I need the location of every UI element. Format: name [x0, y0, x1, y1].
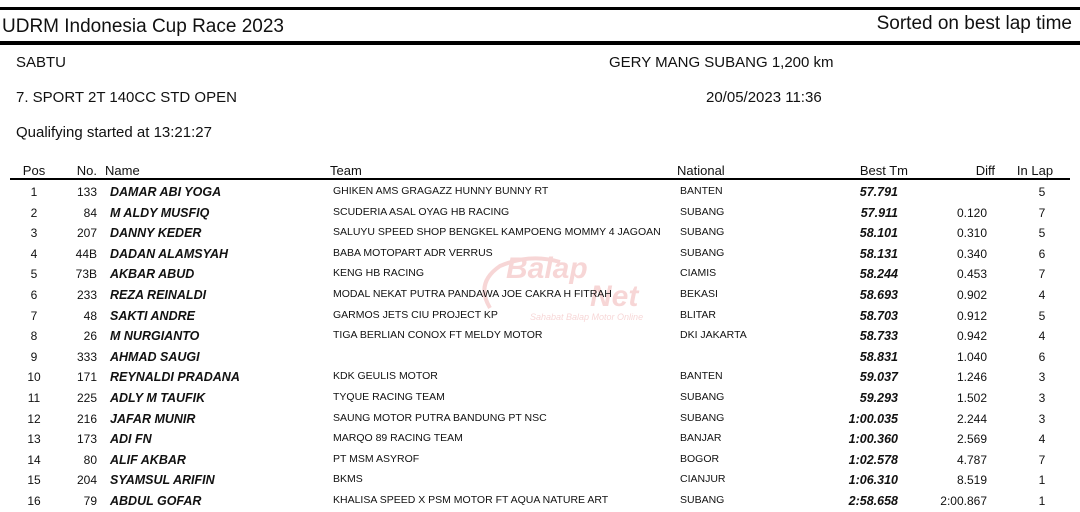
- cell-inlap: 1: [1038, 494, 1046, 508]
- cell-best: 57.911: [860, 205, 898, 220]
- cell-diff: 0.912: [956, 308, 987, 323]
- col-no: No.: [76, 163, 97, 178]
- cell-name: SAKTI ANDRE: [110, 308, 195, 323]
- race-class: 7. SPORT 2T 140CC STD OPEN: [16, 89, 237, 106]
- cell-team: SALUYU SPEED SHOP BENGKEL KAMPOENG MOMMY 4 JAGOAN: [333, 226, 661, 239]
- cell-national: BOGOR: [680, 452, 720, 465]
- cell-best: 58.693: [859, 288, 898, 302]
- cell-inlap: 5: [1038, 185, 1046, 199]
- cell-diff: 0.902: [956, 288, 987, 302]
- cell-team: GARMOS JETS CIU PROJECT KP: [333, 308, 498, 321]
- cell-national: BLITAR: [680, 308, 716, 321]
- cell-team: MARQO 89 RACING TEAM: [333, 432, 463, 445]
- cell-pos: 9: [30, 349, 38, 364]
- cell-pos: 11: [27, 391, 41, 405]
- cell-name: AHMAD SAUGI: [110, 349, 200, 364]
- cell-no: 171: [76, 370, 97, 385]
- cell-name: AKBAR ABUD: [110, 267, 195, 282]
- cell-national: SUBANG: [680, 411, 725, 424]
- cell-national: CIANJUR: [680, 473, 726, 486]
- cell-name: ABDUL GOFAR: [110, 494, 202, 508]
- cell-inlap: 4: [1038, 329, 1046, 344]
- cell-diff: 0.453: [956, 267, 987, 282]
- cell-pos: 6: [30, 288, 38, 302]
- cell-name: ALIF AKBAR: [110, 452, 186, 467]
- col-pos: Pos: [22, 163, 46, 178]
- cell-team: BABA MOTOPART ADR VERRUS: [333, 246, 493, 259]
- cell-name: M ALDY MUSFIQ: [110, 205, 210, 220]
- cell-name: DADAN ALAMSYAH: [110, 246, 229, 261]
- cell-national: SUBANG: [680, 494, 725, 506]
- col-best: Best Tm: [859, 163, 908, 178]
- cell-pos: 7: [30, 308, 38, 323]
- cell-inlap: 4: [1038, 288, 1046, 302]
- cell-best: 1:02.578: [848, 452, 898, 467]
- cell-best: 58.101: [859, 226, 898, 241]
- cell-team: TIGA BERLIAN CONOX FT MELDY MOTOR: [333, 329, 543, 342]
- cell-pos: 2: [30, 205, 38, 220]
- cell-name: REYNALDI PRADANA: [110, 370, 240, 385]
- cell-team: KENG HB RACING: [333, 267, 425, 280]
- cell-inlap: 6: [1038, 246, 1046, 261]
- cell-name: REZA REINALDI: [110, 288, 207, 302]
- cell-team: GHIKEN AMS GRAGAZZ HUNNY BUNNY RT: [333, 185, 549, 197]
- cell-no: 84: [83, 205, 97, 220]
- cell-national: CIAMIS: [680, 267, 717, 280]
- cell-inlap: 6: [1038, 349, 1046, 364]
- cell-name: M NURGIANTO: [110, 329, 200, 344]
- cell-best: 1:00.035: [848, 411, 898, 426]
- event-title: UDRM Indonesia Cup Race 2023: [2, 16, 284, 37]
- cell-diff: 1.502: [956, 391, 987, 405]
- session-day: SABTU: [16, 54, 67, 71]
- cell-diff: 1.040: [956, 349, 987, 364]
- cell-best: 58.131: [859, 246, 898, 261]
- cell-pos: 16: [27, 494, 41, 508]
- cell-diff: 8.519: [956, 473, 987, 488]
- track-info: GERY MANG SUBANG 1,200 km: [609, 54, 834, 71]
- cell-no: 233: [76, 288, 97, 302]
- cell-team: SAUNG MOTOR PUTRA BANDUNG PT NSC: [333, 411, 547, 424]
- cell-best: 58.244: [859, 267, 898, 282]
- cell-best: 58.703: [859, 308, 898, 323]
- cell-diff: 2.244: [956, 411, 987, 426]
- cell-pos: 8: [30, 329, 38, 344]
- watermark-brand-right: Net: [590, 280, 639, 313]
- cell-no: 48: [83, 308, 97, 323]
- cell-inlap: 7: [1038, 452, 1046, 467]
- cell-pos: 10: [27, 370, 41, 385]
- cell-national: SUBANG: [680, 226, 725, 239]
- cell-name: ADI FN: [110, 432, 152, 447]
- cell-no: 133: [76, 185, 97, 199]
- cell-name: SYAMSUL ARIFIN: [110, 473, 215, 488]
- col-name: Name: [105, 163, 140, 178]
- cell-name: DANNY KEDER: [110, 226, 202, 241]
- cell-inlap: 3: [1038, 391, 1046, 405]
- cell-no: 216: [76, 411, 97, 426]
- col-team: Team: [330, 163, 362, 178]
- cell-pos: 12: [27, 411, 41, 426]
- sort-note: Sorted on best lap time: [876, 13, 1072, 34]
- cell-inlap: 3: [1038, 370, 1046, 385]
- cell-pos: 3: [30, 226, 38, 241]
- cell-no: 204: [76, 473, 97, 488]
- header-rule: [0, 41, 1080, 45]
- cell-name: ADLY M TAUFIK: [110, 391, 206, 405]
- cell-best: 1:00.360: [848, 432, 898, 447]
- cell-pos: 5: [30, 267, 38, 282]
- cell-diff: 1.246: [956, 370, 987, 385]
- cell-pos: 1: [30, 185, 38, 199]
- cell-best: 59.293: [859, 391, 898, 405]
- cell-diff: 2:00.867: [940, 494, 987, 508]
- cell-national: SUBANG: [680, 205, 725, 218]
- cell-national: BEKASI: [680, 288, 718, 300]
- cell-diff: 0.942: [956, 329, 987, 344]
- column-rule: [10, 178, 1070, 180]
- session-start: Qualifying started at 13:21:27: [16, 124, 212, 141]
- cell-diff: 0.340: [956, 246, 987, 261]
- col-inlap: In Lap: [1016, 163, 1054, 178]
- cell-name: DAMAR ABI YOGA: [110, 185, 222, 199]
- cell-pos: 13: [27, 432, 41, 447]
- cell-no: 26: [83, 329, 97, 344]
- cell-pos: 15: [27, 473, 41, 488]
- cell-team: PT MSM ASYROF: [333, 452, 420, 465]
- cell-no: 173: [76, 432, 97, 447]
- cell-team: SCUDERIA ASAL OYAG HB RACING: [333, 205, 510, 218]
- cell-best: 58.733: [859, 329, 898, 344]
- cell-no: 44B: [75, 246, 97, 261]
- cell-inlap: 5: [1038, 308, 1046, 323]
- cell-best: 59.037: [859, 370, 898, 385]
- cell-national: SUBANG: [680, 246, 725, 259]
- cell-national: BANTEN: [680, 370, 723, 383]
- cell-diff: 4.787: [956, 452, 987, 467]
- cell-national: SUBANG: [680, 391, 725, 403]
- cell-inlap: 4: [1038, 432, 1046, 447]
- cell-national: BANJAR: [680, 432, 722, 445]
- cell-inlap: 7: [1038, 267, 1046, 282]
- cell-best: 1:06.310: [848, 473, 898, 488]
- cell-no: 207: [76, 226, 97, 241]
- cell-name: JAFAR MUNIR: [110, 411, 196, 426]
- cell-diff: 2.569: [956, 432, 987, 447]
- cell-pos: 14: [27, 452, 41, 467]
- watermark-brand-left: Balap: [506, 252, 588, 285]
- cell-no: 73B: [75, 267, 97, 282]
- cell-no: 225: [76, 391, 97, 405]
- cell-team: MODAL NEKAT PUTRA PANDAWA JOE CAKRA H FITRAH: [333, 288, 612, 300]
- cell-national: BANTEN: [680, 185, 723, 197]
- cell-inlap: 1: [1038, 473, 1046, 488]
- cell-best: 58.831: [859, 349, 898, 364]
- cell-team: BKMS: [333, 473, 363, 486]
- cell-best: 2:58.658: [848, 494, 898, 508]
- col-diff: Diff: [975, 163, 995, 178]
- cell-inlap: 5: [1038, 226, 1046, 241]
- cell-team: TYQUE RACING TEAM: [333, 391, 445, 403]
- col-national: National: [677, 163, 725, 178]
- top-rule: [0, 7, 1080, 10]
- cell-diff: 0.310: [956, 226, 987, 241]
- cell-team: KDK GEULIS MOTOR: [333, 370, 438, 383]
- watermark-tagline: Sahabat Balap Motor Online: [530, 312, 644, 322]
- cell-no: 333: [76, 349, 97, 364]
- report-datetime: 20/05/2023 11:36: [706, 89, 822, 106]
- cell-inlap: 7: [1038, 205, 1046, 220]
- cell-diff: 0.120: [956, 205, 987, 220]
- cell-no: 80: [83, 452, 97, 467]
- cell-national: DKI JAKARTA: [680, 329, 747, 342]
- cell-team: KHALISA SPEED X PSM MOTOR FT AQUA NATURE ART: [333, 494, 609, 506]
- cell-inlap: 3: [1038, 411, 1046, 426]
- cell-best: 57.791: [859, 185, 898, 199]
- cell-pos: 4: [30, 246, 38, 261]
- cell-no: 79: [83, 494, 97, 508]
